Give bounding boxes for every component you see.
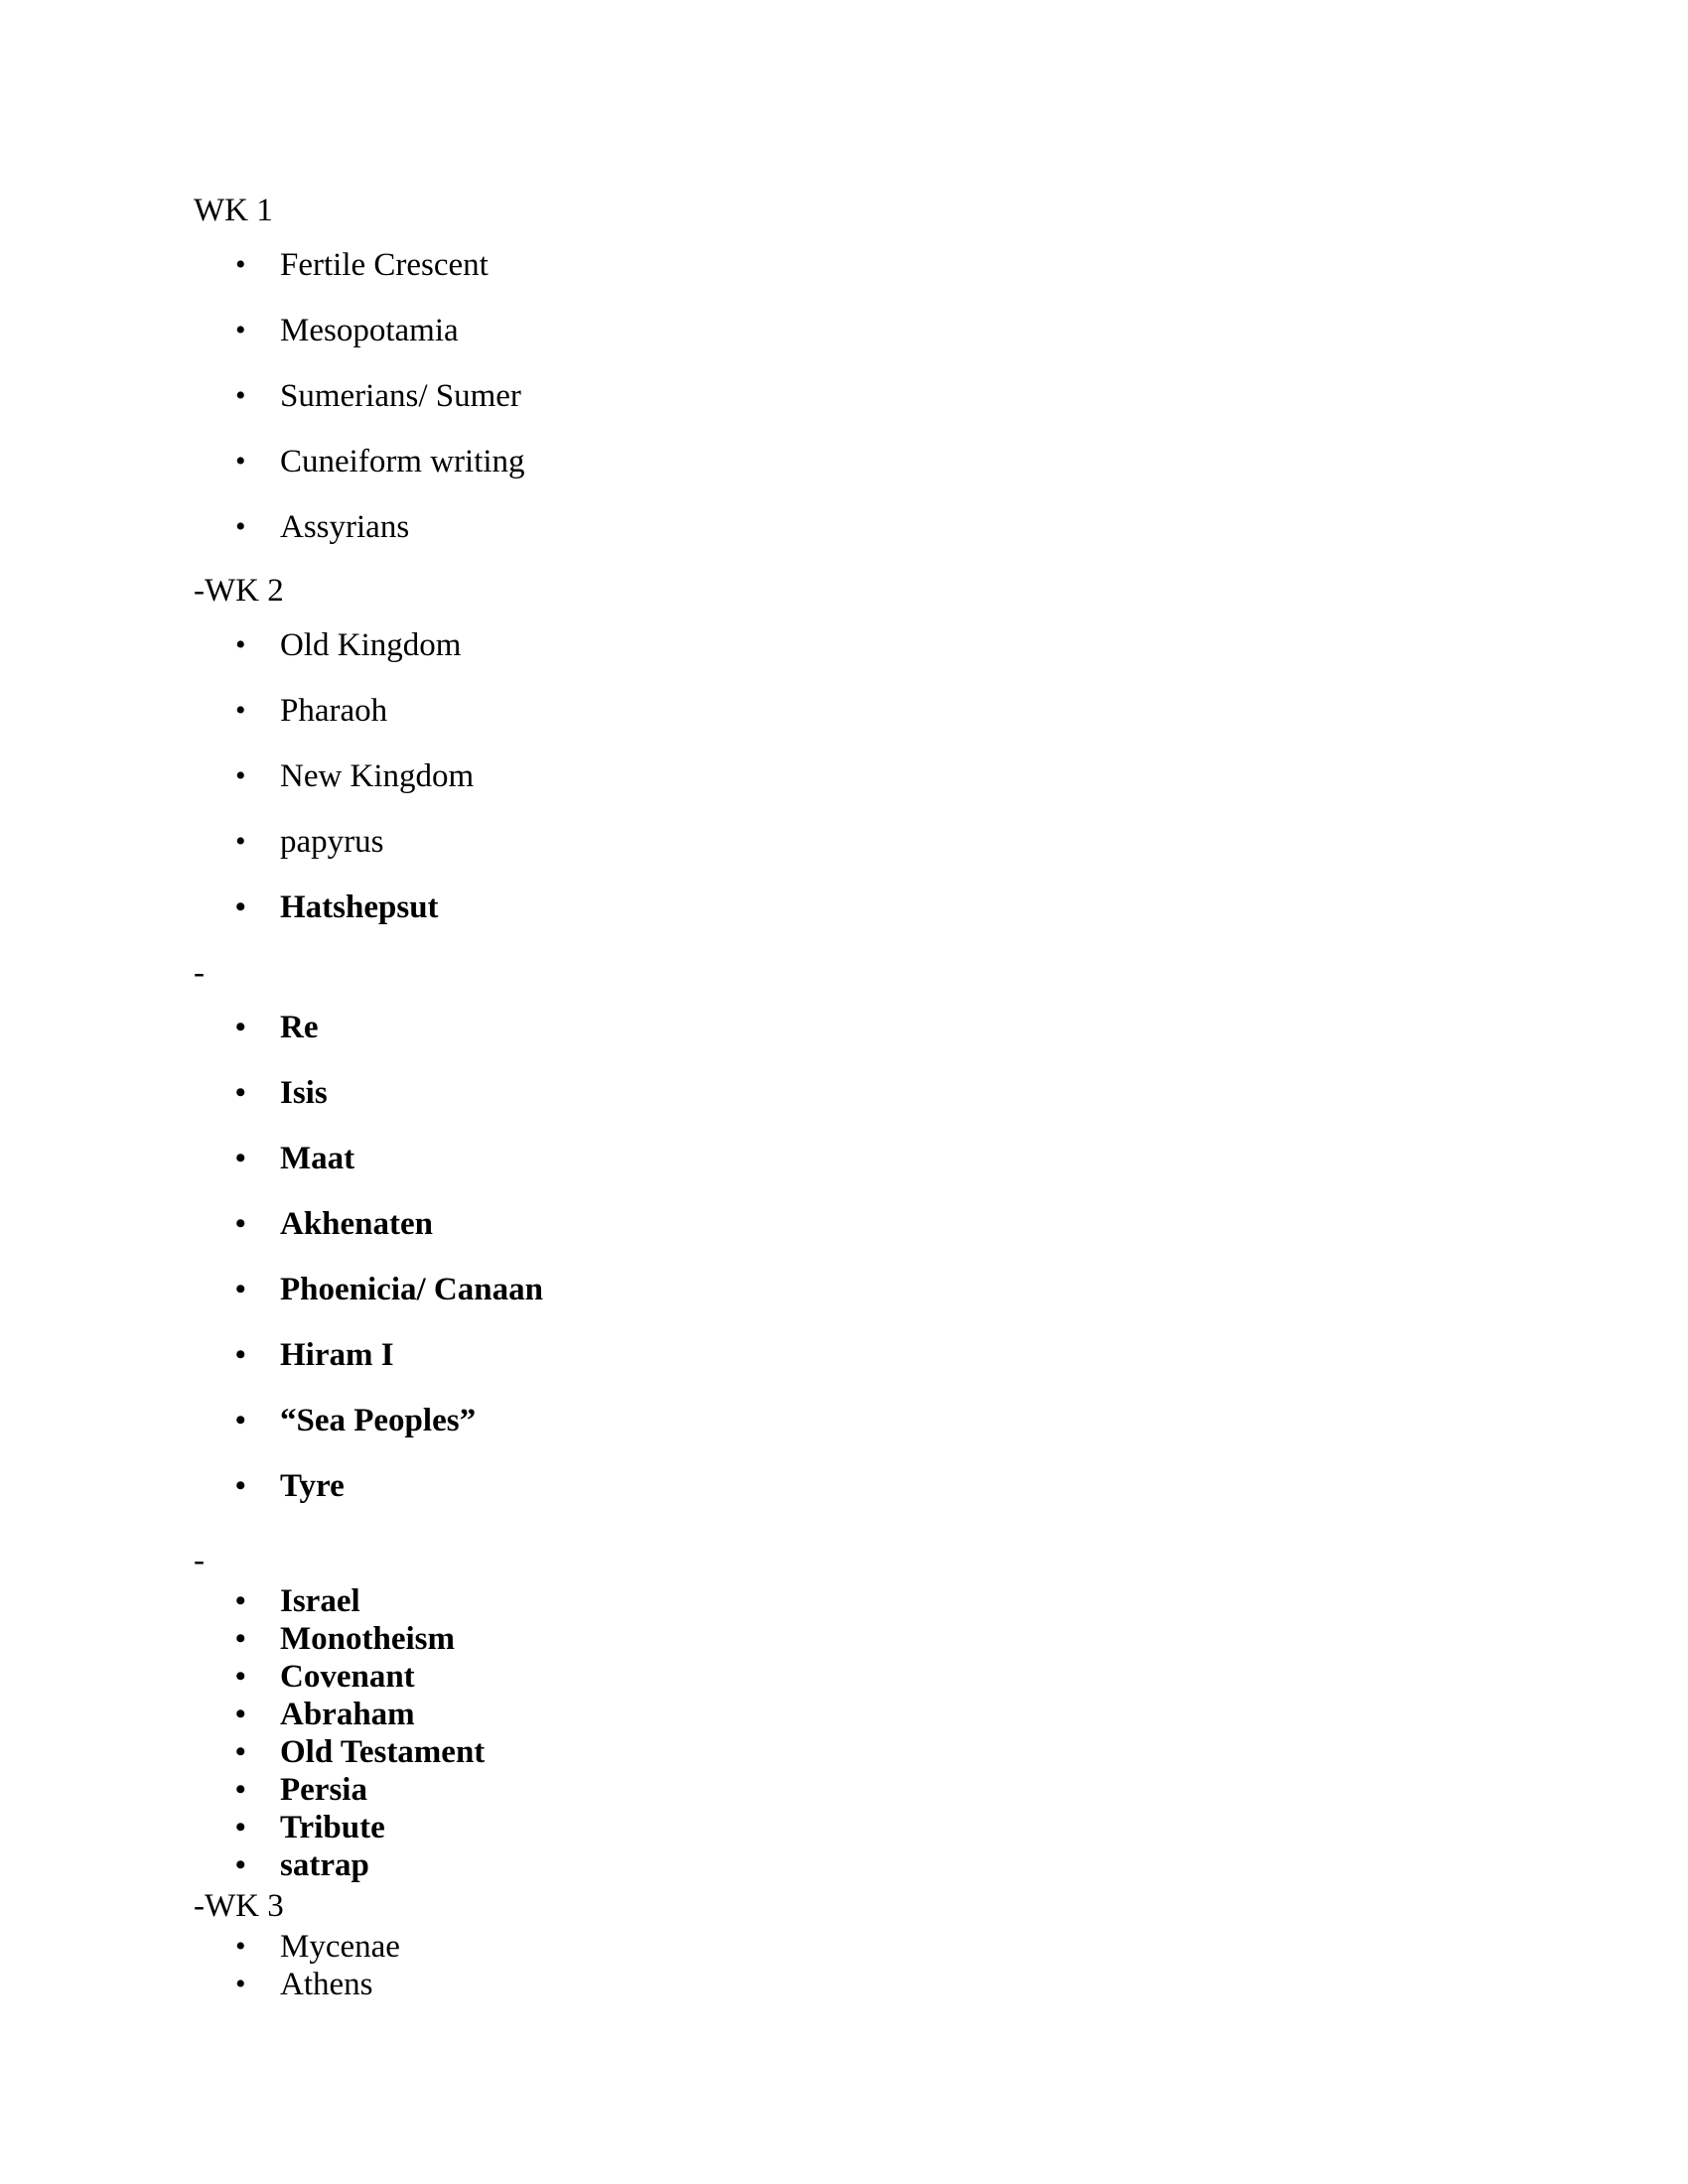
list-item-text: papyrus bbox=[280, 823, 384, 860]
list-item-text: Tribute bbox=[280, 1809, 385, 1845]
list-item bbox=[194, 1126, 1628, 1191]
list-item-text: Phoenicia/ Canaan bbox=[280, 1271, 543, 1307]
list-item bbox=[194, 1809, 1628, 1846]
list-item-text: Athens bbox=[280, 1966, 373, 2002]
list-item-text: Tyre bbox=[280, 1467, 345, 1504]
list-item bbox=[194, 494, 1628, 560]
bullet-icon: • bbox=[235, 1142, 246, 1174]
section bbox=[194, 189, 1628, 560]
list-item bbox=[194, 1191, 1628, 1257]
bullet-icon: • bbox=[235, 1698, 246, 1730]
dash-marker: - bbox=[194, 954, 205, 991]
list-item bbox=[194, 1582, 1628, 1620]
list-item-text: Monotheism bbox=[280, 1620, 455, 1657]
bullet-icon: • bbox=[235, 1469, 246, 1502]
bullet-icon: • bbox=[235, 1404, 246, 1436]
list-item bbox=[194, 363, 1628, 429]
bullet-icon: • bbox=[235, 694, 246, 727]
list-item-text: satrap bbox=[280, 1846, 369, 1883]
bullet-icon: • bbox=[235, 1848, 246, 1881]
list-item-text: Assyrians bbox=[280, 508, 410, 545]
list-item bbox=[194, 678, 1628, 744]
bullet-icon: • bbox=[235, 1811, 246, 1843]
list-item bbox=[194, 1846, 1628, 1884]
list-item bbox=[194, 995, 1628, 1060]
list-item bbox=[194, 613, 1628, 678]
list-item-text: Isis bbox=[280, 1074, 328, 1111]
section-heading: -WK 2 bbox=[194, 572, 284, 609]
bullet-icon: • bbox=[235, 1930, 246, 1963]
list-item bbox=[194, 1658, 1628, 1696]
list-item bbox=[194, 298, 1628, 363]
list-item-text: Persia bbox=[280, 1771, 367, 1808]
bullet-icon: • bbox=[235, 1076, 246, 1109]
list-item bbox=[194, 232, 1628, 298]
bullet-icon: • bbox=[235, 445, 246, 478]
list-item-text: “Sea Peoples” bbox=[280, 1402, 477, 1438]
bullet-icon: • bbox=[235, 1011, 246, 1043]
list-item bbox=[194, 744, 1628, 809]
section bbox=[194, 1539, 1628, 1884]
bullet-icon: • bbox=[235, 890, 246, 923]
bullet-icon: • bbox=[235, 1735, 246, 1768]
list-item-text: Covenant bbox=[280, 1658, 415, 1695]
document-content bbox=[194, 189, 1628, 2003]
bullet-icon: • bbox=[235, 825, 246, 858]
list-item-text: Hiram I bbox=[280, 1336, 394, 1373]
list-item bbox=[194, 809, 1628, 875]
section bbox=[194, 1884, 1628, 2003]
bullet-icon: • bbox=[235, 379, 246, 412]
list-item-text: Mesopotamia bbox=[280, 312, 459, 348]
list-item bbox=[194, 1322, 1628, 1388]
list-item bbox=[194, 875, 1628, 940]
list-item bbox=[194, 1257, 1628, 1322]
list-item bbox=[194, 1388, 1628, 1453]
bullet-icon: • bbox=[235, 1660, 246, 1693]
bullet-icon: • bbox=[235, 1968, 246, 2000]
list-item-text: Old Kingdom bbox=[280, 626, 462, 663]
list-item bbox=[194, 1620, 1628, 1658]
list-item-text: Israel bbox=[280, 1582, 360, 1619]
section-heading: -WK 3 bbox=[194, 1887, 284, 1924]
list-item bbox=[194, 1733, 1628, 1771]
list-item-text: New Kingdom bbox=[280, 757, 475, 794]
bullet-icon: • bbox=[235, 510, 246, 543]
section-heading: WK 1 bbox=[194, 192, 273, 228]
list-item bbox=[194, 1771, 1628, 1809]
bullet-icon: • bbox=[235, 1622, 246, 1655]
list-item-text: Hatshepsut bbox=[280, 888, 439, 925]
bullet-icon: • bbox=[235, 248, 246, 281]
dash-marker: - bbox=[194, 1542, 205, 1578]
bullet-icon: • bbox=[235, 1584, 246, 1617]
list-item bbox=[194, 429, 1628, 494]
list-item-text: Sumerians/ Sumer bbox=[280, 377, 521, 414]
list-item-text: Maat bbox=[280, 1140, 355, 1176]
bullet-icon: • bbox=[235, 1773, 246, 1806]
list-item-text: Pharaoh bbox=[280, 692, 388, 729]
list-item-text: Old Testament bbox=[280, 1733, 486, 1770]
bullet-icon: • bbox=[235, 1207, 246, 1240]
list-item bbox=[194, 1928, 1628, 1966]
section bbox=[194, 951, 1628, 1519]
list-item bbox=[194, 1453, 1628, 1519]
bullet-icon: • bbox=[235, 1273, 246, 1305]
bullet-icon: • bbox=[235, 314, 246, 346]
list-item-text: Abraham bbox=[280, 1696, 415, 1732]
list-item-text: Fertile Crescent bbox=[280, 246, 489, 283]
list-item-text: Mycenae bbox=[280, 1928, 400, 1965]
list-item-text: Cuneiform writing bbox=[280, 443, 525, 479]
list-item-text: Akhenaten bbox=[280, 1205, 434, 1242]
list-item-text: Re bbox=[280, 1009, 319, 1045]
bullet-icon: • bbox=[235, 628, 246, 661]
list-item bbox=[194, 1060, 1628, 1126]
list-item bbox=[194, 1966, 1628, 2003]
bullet-icon: • bbox=[235, 1338, 246, 1371]
list-item bbox=[194, 1696, 1628, 1733]
bullet-icon: • bbox=[235, 759, 246, 792]
section bbox=[194, 569, 1628, 940]
